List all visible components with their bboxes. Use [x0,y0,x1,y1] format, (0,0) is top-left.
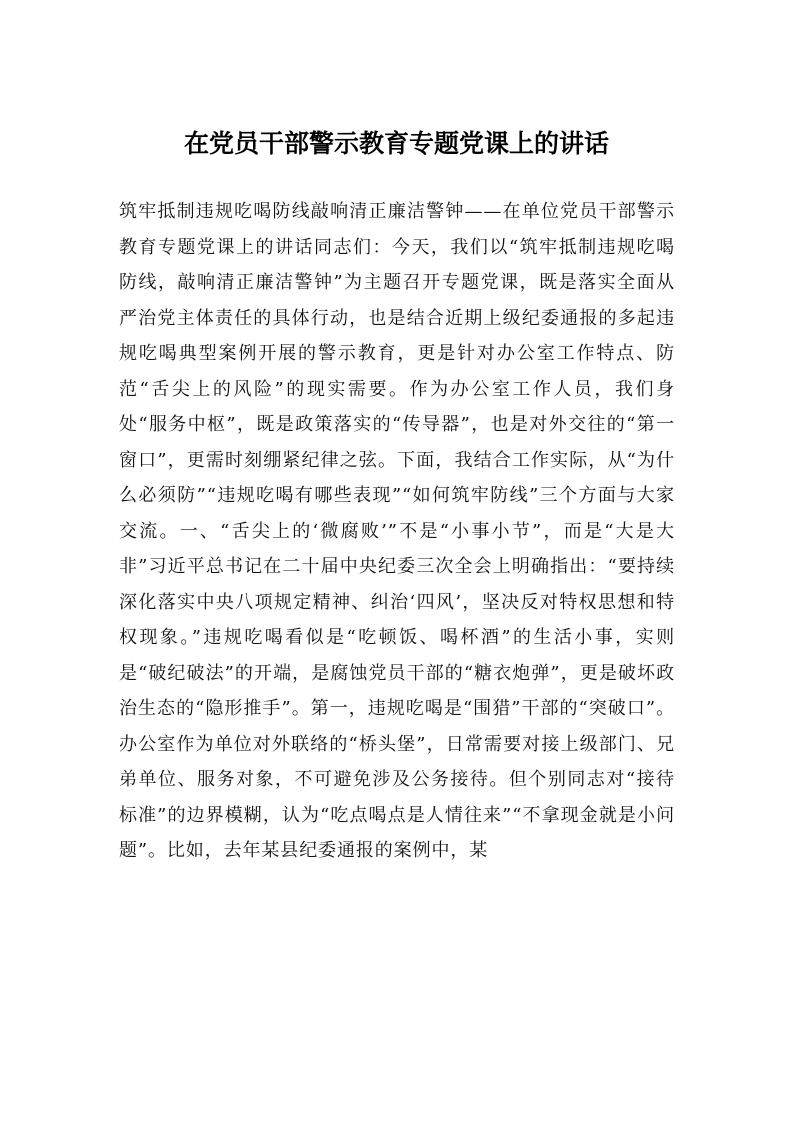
document-title: 在党员干部警示教育专题党课上的讲话 [183,129,609,158]
document-body: 筑牢抵制违规吃喝防线敲响清正廉洁警钟——在单位党员干部警示教育专题党课上的讲话同志们：今天，我们以“筑牢抵制违规吃喝防线，敲响清正廉洁警钟”为主题召开专题党课，既是落实全面从严治党主体责任的具体行动，也是结合近期上级纪委通报的多起违规吃喝典型案例开展的警示教育，更是针对办公室工作特点、防范“舌尖上的风险”的现实需要。作为办公室工作人员，我们身处“服务中枢”，既是政策落实的“传导器”，也是对外交往的“第一窗口”，更需时刻绷紧纪律之弦。下面，我结合工作实际，从“为什么必须防”“违规吃喝有哪些表现”“如何筑牢防线”三个方面与大家交流。一、“舌尖上的‘微腐败’”不是“小事小节”，而是“大是大非”习近平总书记在二十届中央纪委三次全会上明确指出：“要持续深化落实中央八项规定精神、纠治‘四风’，坚决反对特权思想和特权现象。”违规吃喝看似是“吃顿饭、喝杯酒”的生活小事，实则是“破纪破法”的开端，是腐蚀党员干部的“糖衣炮弹”，更是破坏政治生态的“隐形推手”。第一，违规吃喝是“围猎”干部的“突破口”。办公室作为单位对外联络的“桥头堡”，日常需要对接上级部门、兄弟单位、服务对象，不可避免涉及公务接待。但个别同志对“接待标准”的边界模糊，认为“吃点喝点是人情往来”“不拿现金就是小问题”。比如，去年某县纪委通报的案例中，某 [119,201,675,861]
